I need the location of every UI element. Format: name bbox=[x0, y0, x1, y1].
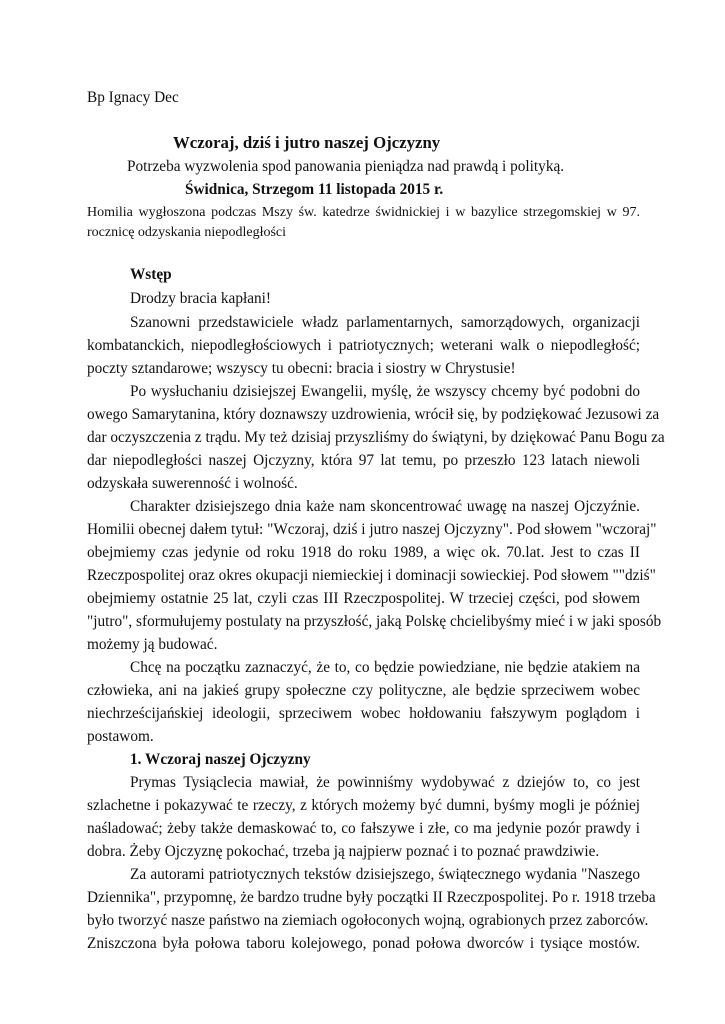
paragraph-line: Homilii obecnej dałem tytuł: "Wczoraj, dziś i jutro naszej Ojczyzny". Pod słowem "wczoraj" bbox=[87, 521, 657, 538]
paragraph-line: obejmiemy czas jedynie od roku 1918 do roku 1989, a więc ok. 70.lat. Jest to czas II bbox=[87, 544, 640, 561]
paragraph-line: Po wysłuchaniu dzisiejszej Ewangelii, myślę, że wszyscy chcemy być podobni do bbox=[130, 383, 640, 400]
paragraph-line: dar oczyszczenia z trądu. My też dzisiaj przyszliśmy do świątyni, by dziękować Panu Bogu za bbox=[87, 429, 665, 446]
paragraph-line: człowieka, ani na jakieś grupy społeczne czy polityczne, ale będzie sprzeciwem wobec bbox=[87, 682, 640, 699]
homily-note-line: Homilia wygłoszona podczas Mszy św. katedrze świdnickiej i w bazylice strzegomskiej w 97. bbox=[87, 205, 640, 220]
paragraph-line: możemy ją budować. bbox=[87, 636, 218, 653]
paragraph-line: Chcę na początku zaznaczyć, że to, co będzie powiedziane, nie będzie atakiem na bbox=[130, 659, 640, 676]
paragraph-line: Charakter dzisiejszego dnia każe nam skoncentrować uwagę na naszej Ojczyźnie. bbox=[130, 498, 640, 515]
paragraph-line: Zniszczona była połowa taboru kolejowego, ponad połowa dworców i tysiące mostów. bbox=[87, 935, 640, 952]
place-date-line: Świdnica, Strzegom 11 listopada 2015 r. bbox=[185, 181, 444, 198]
paragraph-line: naśladować; żeby także demaskować to, co fałszywe i złe, co ma jedynie pozór prawdy i bbox=[87, 820, 640, 837]
paragraph-line: dobra. Żeby Ojczyznę pokochać, trzeba ją najpierw poznać i to poznać prawdziwie. bbox=[87, 843, 600, 860]
paragraph-line: kombatanckich, niepodległościowych i patriotycznych; weterani walk o niepodległość; bbox=[87, 337, 640, 354]
paragraph-line: było tworzyć nasze państwo na ziemiach ogołoconych wojną, ograbionych przez zaborców. bbox=[87, 912, 649, 929]
paragraph-line: Za autorami patriotycznych tekstów dzisiejszego, świątecznego wydania "Naszego bbox=[130, 866, 640, 883]
paragraph-line: owego Samarytanina, który doznawszy uzdrowienia, wrócił się, by podziękować Jezusowi za bbox=[87, 406, 660, 423]
paragraph-line: postawom. bbox=[87, 728, 154, 745]
paragraph-line: odzyskała suwerenność i wolność. bbox=[87, 475, 298, 492]
paragraph-line: Szanowni przedstawiciele władz parlamentarnych, samorządowych, organizacji bbox=[130, 314, 640, 331]
paragraph-line: obejmiemy ostatnie 25 lat, czyli czas III Rzeczpospolitej. W trzeciej części, pod słowem bbox=[87, 590, 640, 607]
document-subtitle: Potrzeba wyzwolenia spod panowania pieniądza nad prawdą i polityką. bbox=[127, 158, 565, 175]
paragraph-line: poczty sztandarowe; wszyscy tu obecni: bracia i siostry w Chrystusie! bbox=[87, 360, 516, 377]
paragraph-line: niechrześcijańskiej ideologii, sprzeciwem wobec hołdowaniu fałszywym poglądom i bbox=[87, 705, 640, 722]
homily-note-line: rocznicę odzyskania niepodległości bbox=[87, 225, 287, 240]
paragraph-line: Prymas Tysiąclecia mawiał, że powinniśmy wydobywać z dziejów to, co jest bbox=[130, 774, 640, 791]
paragraph-line: szlachetne i pokazywać te rzeczy, z których możemy być dumni, byśmy mogli je później bbox=[87, 797, 640, 814]
author-line: Bp Ignacy Dec bbox=[87, 89, 179, 106]
paragraph-line: dar niepodległości naszej Ojczyzny, która 97 lat temu, po przeszło 123 latach niewoli bbox=[87, 452, 640, 469]
paragraph-line: Rzeczpospolitej oraz okres okupacji niemieckiej i dominacji sowieckiej. Pod słowem ""dziś" bbox=[87, 567, 656, 584]
intro-heading: Wstęp bbox=[130, 266, 172, 283]
paragraph-line: Dziennika", przypomnę, że bardzo trudne były początki II Rzeczpospolitej. Po r. 1918 trzeba bbox=[87, 889, 656, 906]
paragraph-line: "jutro", sformułujemy postulaty na przyszłość, jaką Polskę chcielibyśmy mieć i w jaki sposób bbox=[87, 613, 662, 630]
document-title: Wczoraj, dziś i jutro naszej Ojczyzny bbox=[173, 133, 441, 152]
greeting-line: Drodzy bracia kapłani! bbox=[130, 290, 272, 307]
section-heading: 1. Wczoraj naszej Ojczyzny bbox=[130, 751, 311, 768]
